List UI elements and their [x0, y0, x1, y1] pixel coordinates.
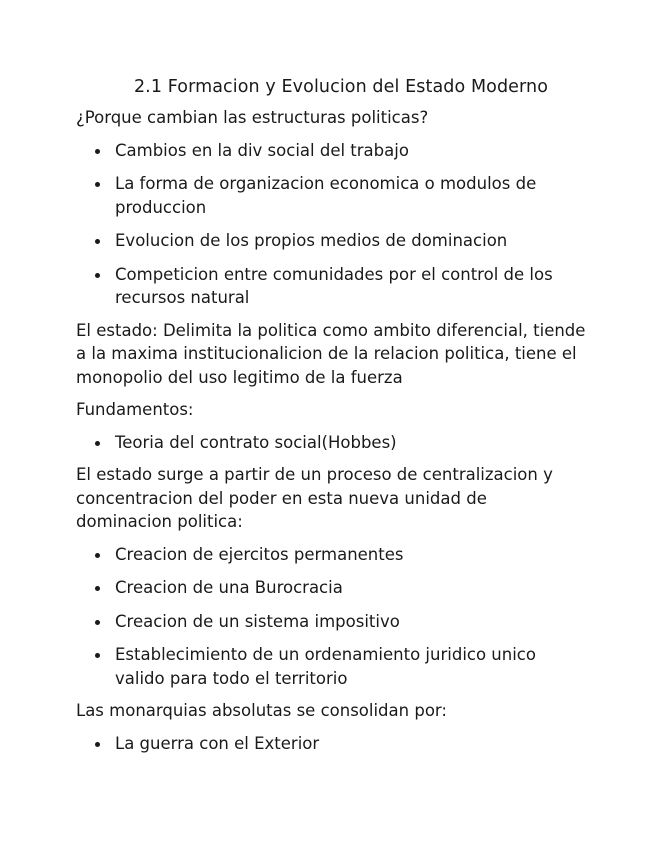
list-item-text: Cambios en la div social del trabajo [115, 140, 409, 160]
list-item-text: La guerra con el Exterior [115, 733, 320, 753]
bullet-icon [95, 553, 100, 558]
list-item [76, 229, 586, 253]
list-item-text: Creacion de una Burocracia [115, 578, 343, 597]
monarquias-paragraph: Las monarquias absolutas se consolidan por: [76, 701, 447, 720]
list-item-text: La forma de organizacion economica o modulos de produccion [115, 174, 537, 217]
bullet-icon [95, 149, 100, 154]
list-item-text: Creacion de un sistema impositivo [115, 611, 400, 631]
fundamentos-list [76, 431, 586, 455]
monarquias-list [76, 732, 586, 756]
document-page [76, 74, 586, 764]
list-item-text: Evolucion de los propios medios de dominacion [115, 231, 508, 250]
list-item [76, 610, 586, 634]
bullet-icon [95, 273, 100, 278]
list-item [76, 263, 586, 310]
bullet-icon [95, 182, 100, 187]
list-item [76, 172, 586, 219]
bullet-icon [95, 441, 100, 446]
list-item-text: Teoria del contrato social(Hobbes) [115, 432, 397, 452]
document-title: 2.1 Formacion y Evolucion del Estado Moderno [133, 77, 549, 97]
list-item [76, 543, 586, 567]
list-item [76, 732, 586, 756]
bullet-icon [95, 586, 100, 591]
bullet-icon [95, 742, 100, 747]
bullet-icon [95, 239, 100, 244]
causes-list [76, 139, 586, 310]
bullet-icon [95, 653, 100, 658]
list-item [76, 576, 586, 600]
list-item [76, 643, 586, 690]
centralizacion-list [76, 543, 586, 691]
list-item [76, 139, 586, 163]
list-item-text: Establecimiento de un ordenamiento juridico unico valido para todo el territorio [115, 645, 536, 688]
list-item [76, 431, 586, 455]
fundamentos-label: Fundamentos: [76, 400, 194, 419]
list-item-text: Creacion de ejercitos permanentes [115, 544, 404, 564]
estado-definition-paragraph: El estado: Delimita la politica como ambito diferencial, tiende a la maxima institucionalicion de la relacion politica, tiene el monopolio del uso legitimo de la fuerza [76, 320, 586, 387]
question-paragraph: ¿Porque cambian las estructuras politicas? [76, 108, 429, 127]
estado-surge-paragraph: El estado surge a partir de un proceso de centralizacion y concentracion del poder en esta nueva unidad de dominacion politica: [76, 465, 553, 531]
list-item-text: Competicion entre comunidades por el control de los recursos natural [115, 264, 553, 307]
bullet-icon [95, 620, 100, 625]
